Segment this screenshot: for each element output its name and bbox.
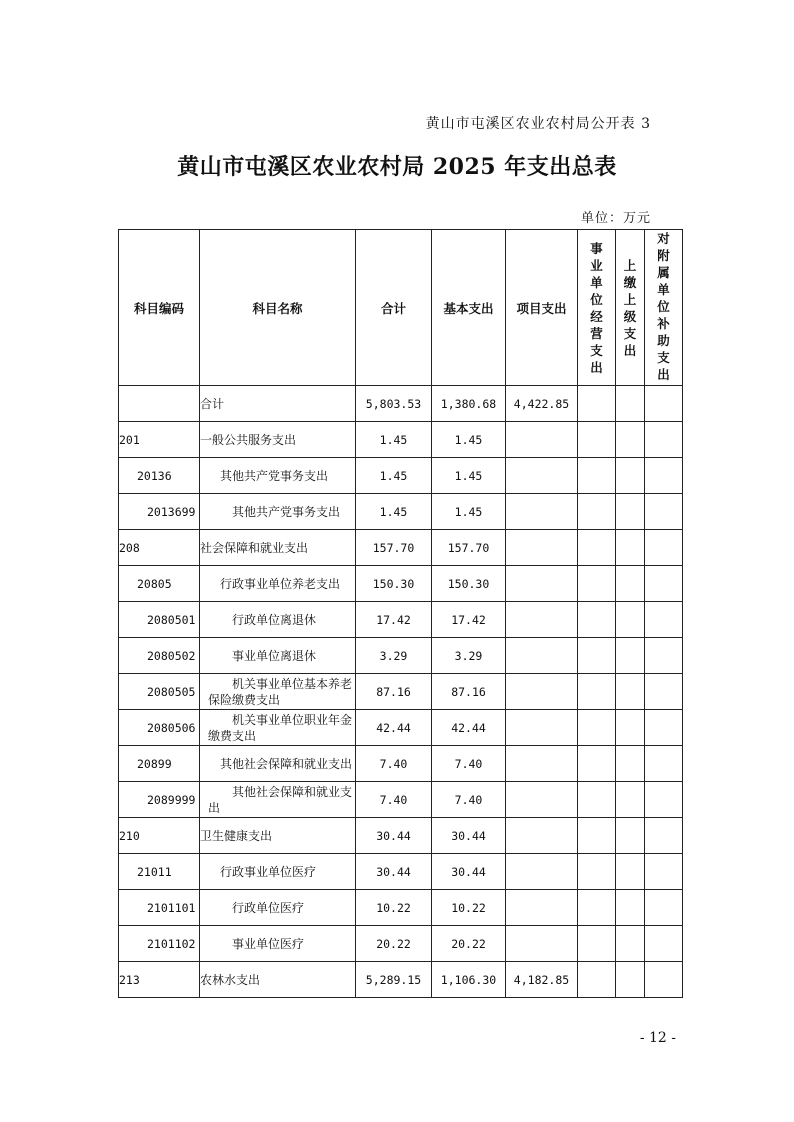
table-row: [119, 782, 683, 818]
row-remit: [616, 854, 645, 890]
row-remit: [616, 422, 645, 458]
header-basic: 基本支出: [432, 230, 506, 386]
row-name: 行政单位离退休: [200, 602, 356, 638]
row-code: 20136: [119, 458, 200, 494]
header-total: 合计: [356, 230, 432, 386]
row-total: 30.44: [356, 854, 432, 890]
row-remit: [616, 458, 645, 494]
row-project: [506, 566, 578, 602]
row-project: [506, 890, 578, 926]
row-enterprise: [578, 926, 616, 962]
row-remit: [616, 530, 645, 566]
row-name: 事业单位离退休: [200, 638, 356, 674]
row-code: 20899: [119, 746, 200, 782]
header-enterprise-text: 事业单位经营支出: [590, 240, 603, 375]
row-project: [506, 674, 578, 710]
table-row: [119, 710, 683, 746]
row-remit: [616, 962, 645, 998]
row-basic: 20.22: [432, 926, 506, 962]
table-row: [119, 458, 683, 494]
row-project: [506, 530, 578, 566]
row-remit: [616, 386, 645, 422]
row-code: 2013699: [119, 494, 200, 530]
table-row: [119, 674, 683, 710]
row-subsidy: [645, 674, 683, 710]
row-name: 行政事业单位医疗: [200, 854, 356, 890]
row-subsidy: [645, 890, 683, 926]
row-name: 机关事业单位基本养老保险缴费支出: [200, 674, 356, 710]
row-basic: 42.44: [432, 710, 506, 746]
row-enterprise: [578, 638, 616, 674]
row-basic: 1.45: [432, 458, 506, 494]
row-name: 其他共产党事务支出: [200, 494, 356, 530]
row-enterprise: [578, 782, 616, 818]
row-remit: [616, 602, 645, 638]
row-total: 3.29: [356, 638, 432, 674]
row-remit: [616, 566, 645, 602]
unit-label: 单位：万元: [580, 211, 651, 226]
row-subsidy: [645, 638, 683, 674]
table-row: [119, 386, 683, 422]
row-project: [506, 494, 578, 530]
row-remit: [616, 782, 645, 818]
row-basic: 7.40: [432, 782, 506, 818]
row-project: [506, 602, 578, 638]
row-remit: [616, 926, 645, 962]
row-basic: 7.40: [432, 746, 506, 782]
row-basic: 150.30: [432, 566, 506, 602]
table-row: [119, 746, 683, 782]
header-subsidy-text: 对附属单位补助支出: [657, 231, 670, 382]
row-basic: 157.70: [432, 530, 506, 566]
row-enterprise: [578, 710, 616, 746]
row-project: 4,422.85: [506, 386, 578, 422]
row-basic: 1,380.68: [432, 386, 506, 422]
row-code: 2101101: [119, 890, 200, 926]
row-total: 30.44: [356, 818, 432, 854]
row-project: 4,182.85: [506, 962, 578, 998]
table-row: [119, 890, 683, 926]
header-remit: [616, 230, 645, 386]
row-code: 21011: [119, 854, 200, 890]
row-basic: 1.45: [432, 494, 506, 530]
header-enterprise: [578, 230, 616, 386]
row-total: 5,803.53: [356, 386, 432, 422]
row-subsidy: [645, 566, 683, 602]
page-title: 黄山市屯溪区农业农村局 2025 年支出总表: [177, 154, 617, 180]
header-project: 项目支出: [506, 230, 578, 386]
row-name: 行政单位医疗: [200, 890, 356, 926]
row-code: 201: [119, 422, 200, 458]
row-subsidy: [645, 962, 683, 998]
row-enterprise: [578, 890, 616, 926]
row-remit: [616, 638, 645, 674]
row-name: 事业单位医疗: [200, 926, 356, 962]
row-enterprise: [578, 530, 616, 566]
header-name: 科目名称: [200, 230, 356, 386]
row-enterprise: [578, 674, 616, 710]
row-name: 农林水支出: [200, 962, 356, 998]
row-total: 7.40: [356, 782, 432, 818]
row-total: 17.42: [356, 602, 432, 638]
row-code: 210: [119, 818, 200, 854]
row-enterprise: [578, 746, 616, 782]
row-subsidy: [645, 710, 683, 746]
row-code: [119, 386, 200, 422]
row-enterprise: [578, 602, 616, 638]
row-project: [506, 422, 578, 458]
row-project: [506, 710, 578, 746]
table-row: [119, 638, 683, 674]
table-row: [119, 854, 683, 890]
row-project: [506, 746, 578, 782]
row-total: 87.16: [356, 674, 432, 710]
row-subsidy: [645, 854, 683, 890]
table-row: [119, 494, 683, 530]
row-remit: [616, 890, 645, 926]
table-header-row: [119, 230, 683, 386]
row-subsidy: [645, 530, 683, 566]
row-name: 行政事业单位养老支出: [200, 566, 356, 602]
row-subsidy: [645, 422, 683, 458]
table-row: [119, 818, 683, 854]
table-row: [119, 530, 683, 566]
row-code: 213: [119, 962, 200, 998]
row-name: 社会保障和就业支出: [200, 530, 356, 566]
row-project: [506, 638, 578, 674]
row-total: 1.45: [356, 458, 432, 494]
page-number: - 12 -: [639, 1030, 676, 1046]
row-remit: [616, 674, 645, 710]
row-total: 157.70: [356, 530, 432, 566]
row-total: 7.40: [356, 746, 432, 782]
table-row: [119, 422, 683, 458]
table-row: [119, 566, 683, 602]
header-code: 科目编码: [119, 230, 200, 386]
row-enterprise: [578, 962, 616, 998]
row-total: 20.22: [356, 926, 432, 962]
table-row: [119, 962, 683, 998]
row-remit: [616, 746, 645, 782]
row-basic: 1.45: [432, 422, 506, 458]
row-total: 10.22: [356, 890, 432, 926]
row-basic: 30.44: [432, 818, 506, 854]
row-enterprise: [578, 422, 616, 458]
row-name: 其他社会保障和就业支出: [200, 746, 356, 782]
row-enterprise: [578, 818, 616, 854]
table-row: [119, 602, 683, 638]
row-remit: [616, 710, 645, 746]
row-name: 其他共产党事务支出: [200, 458, 356, 494]
row-code: 20805: [119, 566, 200, 602]
row-enterprise: [578, 386, 616, 422]
row-project: [506, 854, 578, 890]
row-total: 42.44: [356, 710, 432, 746]
row-code: 2080502: [119, 638, 200, 674]
row-name: 机关事业单位职业年金缴费支出: [200, 710, 356, 746]
row-project: [506, 458, 578, 494]
row-total: 1.45: [356, 494, 432, 530]
row-remit: [616, 818, 645, 854]
row-subsidy: [645, 602, 683, 638]
row-total: 1.45: [356, 422, 432, 458]
expenditure-table: [118, 229, 683, 998]
row-code: 2080506: [119, 710, 200, 746]
header-subsidy: [645, 230, 683, 386]
row-code: 2080505: [119, 674, 200, 710]
row-name: 其他社会保障和就业支出: [200, 782, 356, 818]
row-enterprise: [578, 566, 616, 602]
row-subsidy: [645, 494, 683, 530]
row-code: 2101102: [119, 926, 200, 962]
row-basic: 3.29: [432, 638, 506, 674]
row-remit: [616, 494, 645, 530]
row-subsidy: [645, 782, 683, 818]
row-subsidy: [645, 386, 683, 422]
row-project: [506, 818, 578, 854]
row-total: 5,289.15: [356, 962, 432, 998]
row-name: 一般公共服务支出: [200, 422, 356, 458]
row-name: 卫生健康支出: [200, 818, 356, 854]
row-basic: 87.16: [432, 674, 506, 710]
header-remit-text: 上缴上级支出: [623, 257, 637, 358]
row-basic: 17.42: [432, 602, 506, 638]
row-enterprise: [578, 458, 616, 494]
row-subsidy: [645, 926, 683, 962]
row-basic: 30.44: [432, 854, 506, 890]
row-code: 2089999: [119, 782, 200, 818]
row-project: [506, 782, 578, 818]
document-label: 黄山市屯溪区农业农村局公开表 3: [425, 116, 651, 132]
row-enterprise: [578, 854, 616, 890]
row-subsidy: [645, 746, 683, 782]
row-subsidy: [645, 458, 683, 494]
row-enterprise: [578, 494, 616, 530]
row-basic: 10.22: [432, 890, 506, 926]
row-total: 150.30: [356, 566, 432, 602]
row-name: 合计: [200, 386, 356, 422]
row-code: 2080501: [119, 602, 200, 638]
row-basic: 1,106.30: [432, 962, 506, 998]
row-subsidy: [645, 818, 683, 854]
row-code: 208: [119, 530, 200, 566]
table-row: [119, 926, 683, 962]
row-project: [506, 926, 578, 962]
